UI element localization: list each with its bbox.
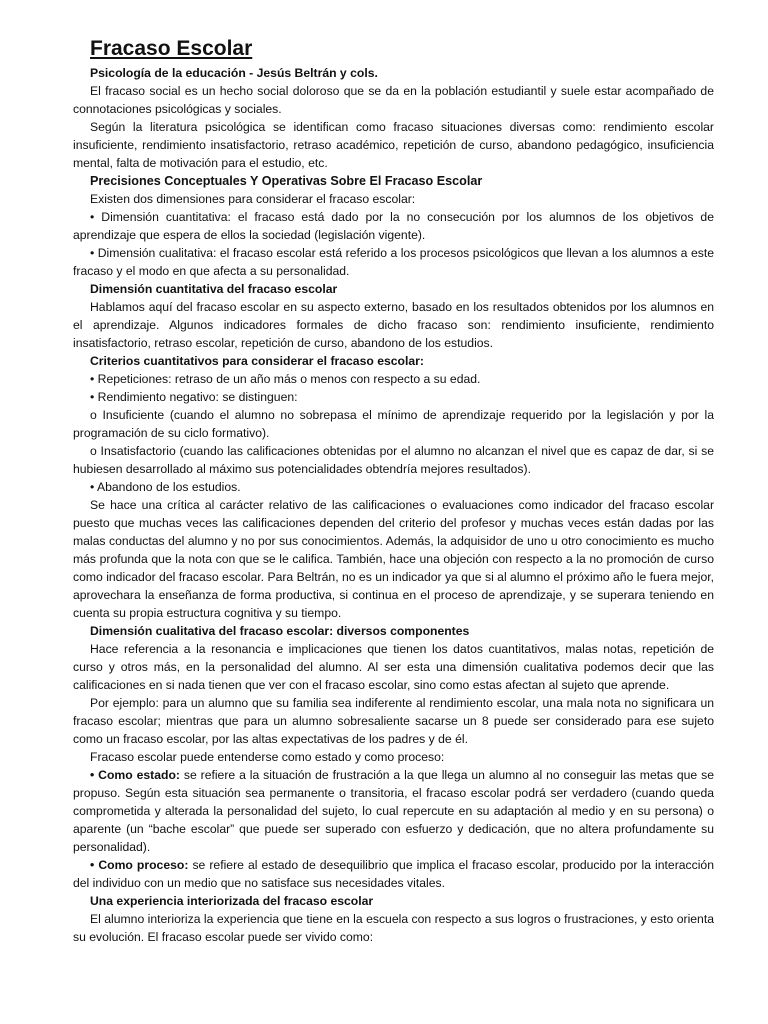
bullet-qualitative: • Dimensión cualitativa: el fracaso escolar está referido a los procesos psicológicos que llevan a los alumnos a este fracaso y el modo en que afecta a su personalidad. xyxy=(73,246,714,278)
paragraph-external-aspect: Hablamos aquí del fracaso escolar en su aspecto externo, basado en los resultados obtenidos por los alumnos en el aprendizaje. Algunos indicadores formales de dicho fracaso son: rendimiento insuficiente, rendimiento insatisfactorio, retraso escolar, repetición de curso, abandono de los estudios. xyxy=(73,300,714,350)
section-heading-experiencia: Una experiencia interiorizada del fracaso escolar xyxy=(90,894,374,908)
bullet-repeticiones: • Repeticiones: retraso de un año más o menos con respecto a su edad. xyxy=(90,372,481,386)
paragraph-intro: El fracaso social es un hecho social doloroso que se da en la población estudiantil y suele estar acompañado de connotaciones psicológicas y sociales. xyxy=(73,84,714,116)
sub-item-insuficiente: o Insuficiente (cuando el alumno no sobrepasa el mínimo de aprendizaje requerido por la legislación y por la programación de su ciclo formativo). xyxy=(73,408,714,440)
paragraph-dimensions: Existen dos dimensiones para considerar el fracaso escolar: xyxy=(90,192,416,206)
paragraph-estado-proceso: Fracaso escolar puede entenderse como estado y como proceso: xyxy=(90,750,445,764)
document-title: Fracaso Escolar xyxy=(90,37,253,60)
section-heading-precisiones: Precisiones Conceptuales Y Operativas Sobre El Fracaso Escolar xyxy=(90,174,483,188)
bullet-como-proceso-text: se refiere al estado de desequilibrio que implica el fracaso escolar, producido por la interacción del individuo con un medio que no satisface sus necesidades vitales. xyxy=(73,858,714,890)
paragraph-resonancia: Hace referencia a la resonancia e implicaciones que tienen los datos cuantitativos, malas notas, repetición de curso y otros más, en la personalidad del alumno. Al ser esta una dimensión cualitativa podemos decir que las calificaciones en si nada tienen que ver con el fracaso escolar, sino como estas afectan al sujeto que aprende. xyxy=(73,642,714,692)
bullet-rendimiento: • Rendimiento negativo: se distinguen: xyxy=(90,390,298,404)
bullet-como-proceso-lead: • Como proceso: xyxy=(90,858,189,872)
bullet-como-proceso xyxy=(73,856,714,892)
bullet-quantitative: • Dimensión cuantitativa: el fracaso está dado por la no consecución por los alumnos de los objetivos de aprendizaje que espera de ellos la sociedad (legislación vigente). xyxy=(73,210,714,242)
bullet-abandono: • Abandono de los estudios. xyxy=(90,480,241,494)
paragraph-ejemplo: Por ejemplo: para un alumno que su familia sea indiferente al rendimiento escolar, una mala nota no significara un fracaso escolar; mientras que para un alumno sobresaliente sacarse un 8 puede ser considerado para ese sujeto como un fracaso escolar, por las altas expectativas de los padres y de él. xyxy=(73,696,714,746)
document-subtitle: Psicología de la educación - Jesús Beltrán y cols. xyxy=(90,66,378,80)
section-heading-criterios: Criterios cuantitativos para considerar el fracaso escolar: xyxy=(90,354,424,368)
paragraph-literature: Según la literatura psicológica se identifican como fracaso situaciones diversas como: rendimiento escolar insuficiente, rendimiento insatisfactorio, retraso académico, repetición de curso, abandono pedagógico, insuficiencia mental, falta de motivación para el estudio, etc. xyxy=(73,120,714,170)
paragraph-interioriza: El alumno interioriza la experiencia que tiene en la escuela con respecto a sus logros o frustraciones, y esto orienta su evolución. El fracaso escolar puede ser vivido como: xyxy=(73,912,714,944)
bullet-como-estado-text: se refiere a la situación de frustración a la que llega un alumno al no conseguir las metas que se propuso. Según esta situación sea permanente o transitoria, el fracaso escolar podrá ser verdadero (cuando queda comprometida y alterada la personalidad del sujeto, lo cual repercute en su adaptación al medio y en su persona) o aparente (un “bache escolar” que puede ser superado con esfuerzo y dedicación, que no altera profundamente su personalidad). xyxy=(73,768,714,854)
sub-item-insatisfactorio: o Insatisfactorio (cuando las calificaciones obtenidas por el alumno no alcanzan el nivel que es capaz de dar, si se hubiesen desarrollado al máximo sus potencialidades obtendría mejores resultados). xyxy=(73,444,714,476)
document-page xyxy=(73,36,714,946)
bullet-como-estado xyxy=(73,766,714,856)
paragraph-critica: Se hace una crítica al carácter relativo de las calificaciones o evaluaciones como indicador del fracaso escolar puesto que muchas veces las calificaciones dependen del criterio del profesor y muchas veces están dadas por las malas conductas del alumno y no por sus conocimientos. Además, la adquisidor de uno u otro conocimiento es mucho más profunda que la nota con que se le califica. También, hace una objeción con respecto a la no promoción de curso como indicador del fracaso escolar. Para Beltrán, no es un indicador ya que si al alumno el próximo año le fuera mejor, aprovechara la enseñanza de forma productiva, si continua en el proceso de aprendizaje, y se superara teniendo en cuenta su propia estructura cognitiva y su tiempo. xyxy=(73,498,714,620)
section-heading-cualitativa: Dimensión cualitativa del fracaso escolar: diversos componentes xyxy=(90,624,470,638)
section-heading-cuantitativa: Dimensión cuantitativa del fracaso escolar xyxy=(90,282,338,296)
bullet-como-estado-lead: • Como estado: xyxy=(90,768,180,782)
